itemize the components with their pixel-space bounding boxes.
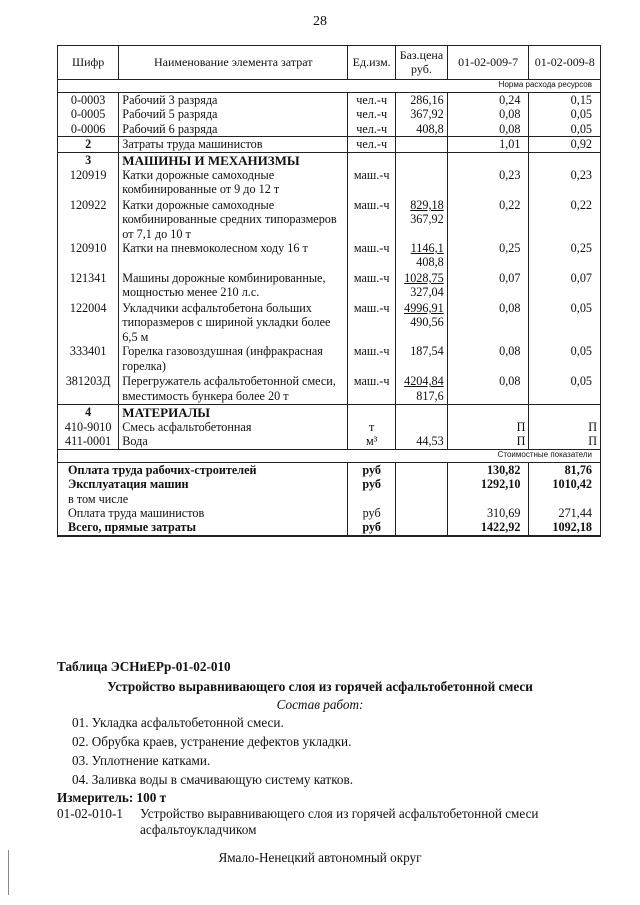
row-unit: маш.-ч: [348, 241, 396, 271]
material-row: [58, 434, 601, 449]
row-unit: м³: [348, 434, 396, 449]
cost-value-2: [529, 492, 601, 506]
row-price: [396, 241, 448, 271]
row-unit: чел.-ч: [348, 122, 396, 137]
row-value-2: 0,15: [529, 93, 601, 108]
cost-label: Всего, прямые затраты: [58, 520, 348, 535]
row-value-1: 0,23: [447, 168, 529, 198]
row-value-1: 0,08: [447, 374, 529, 404]
empty-cell: [396, 152, 448, 168]
section-subheading: Состав работ:: [276, 697, 364, 712]
row-unit: маш.-ч: [348, 301, 396, 344]
row-code: 0-0003: [58, 93, 119, 108]
empty-cell: [447, 404, 529, 420]
work-item: 03. Уплотнение катками.: [72, 753, 211, 768]
section-name: МАТЕРИАЛЫ: [119, 404, 348, 420]
row-value-2: 0,05: [529, 374, 601, 404]
row-name: Затраты труда машинистов: [119, 137, 348, 152]
row-value-1: 0,25: [447, 241, 529, 271]
section-heading: Устройство выравнивающего слоя из горячей асфальтобетонной смеси: [107, 679, 533, 694]
machinist-row: [58, 137, 601, 152]
machine-row: [58, 344, 601, 374]
row-value-1: 0,08: [447, 122, 529, 137]
row-code: 122004: [58, 301, 119, 344]
empty-cell: [396, 520, 448, 535]
item-code: 01-02-010-1: [57, 806, 123, 821]
row-price: [396, 374, 448, 404]
row-value-2: 0,07: [529, 271, 601, 301]
cost-value-1: 310,69: [447, 506, 529, 520]
cost-value-1: 1422,92: [447, 520, 529, 535]
row-name: Смесь асфальтобетонная: [119, 420, 348, 434]
row-code: 381203Д: [58, 374, 119, 404]
footer: Ямало-Ненецкий автономный округ: [218, 850, 422, 865]
cost-caption: Стоимостные показатели: [58, 449, 601, 462]
row-price: 187,54: [396, 344, 448, 374]
row-unit: маш.-ч: [348, 198, 396, 241]
section-code: 3: [58, 152, 119, 168]
empty-cell: [396, 506, 448, 520]
material-row: [58, 420, 601, 434]
row-value-1: 0,08: [447, 107, 529, 121]
work-item: 04. Заливка воды в смачивающую систему катков.: [72, 772, 354, 787]
page-number: 28: [313, 14, 327, 29]
header-price: Баз.цена руб.: [396, 46, 448, 80]
machine-row: [58, 168, 601, 198]
row-code: 120910: [58, 241, 119, 271]
header-col2: 01-02-009-8: [529, 46, 601, 80]
meter-label: Измеритель: 100 т: [57, 790, 167, 805]
row-value-2: 0,05: [529, 301, 601, 344]
price-current: 1028,75: [404, 271, 444, 286]
resource-table: [57, 45, 601, 537]
row-code: 121341: [58, 271, 119, 301]
section-code: 4: [58, 404, 119, 420]
row-price: [396, 271, 448, 301]
empty-cell: [447, 152, 529, 168]
cost-row: [58, 492, 601, 506]
row-code: 410-9010: [58, 420, 119, 434]
row-unit: чел.-ч: [348, 107, 396, 121]
empty-cell: [348, 152, 396, 168]
machines-header-row: [58, 152, 601, 168]
materials-header-row: [58, 404, 601, 420]
row-code: 0-0006: [58, 122, 119, 137]
cost-label: Эксплуатация машин: [58, 477, 348, 491]
row-name: Горелка газовоздушная (инфракрасная горелка): [119, 344, 348, 374]
cost-row: [58, 462, 601, 477]
row-price: 367,92: [396, 107, 448, 121]
empty-cell: [396, 492, 448, 506]
empty-cell: [529, 152, 601, 168]
price-current: 4996,91: [404, 301, 444, 316]
labor-row: [58, 122, 601, 137]
row-unit: чел.-ч: [348, 93, 396, 108]
row-value-1: 0,07: [447, 271, 529, 301]
row-name: Перегружатель асфальтобетонной смеси, вместимость бункера более 20 т: [119, 374, 348, 404]
header-unit: Ед.изм.: [348, 46, 396, 80]
row-price: 286,16: [396, 93, 448, 108]
section-name: МАШИНЫ И МЕХАНИЗМЫ: [119, 152, 348, 168]
row-code: 0-0005: [58, 107, 119, 121]
row-name: Вода: [119, 434, 348, 449]
price-wage: 367,92: [410, 212, 444, 227]
row-name: Катки дорожные самоходные комбинированные от 9 до 12 т: [119, 168, 348, 198]
row-unit: маш.-ч: [348, 271, 396, 301]
row-value-1: 0,24: [447, 93, 529, 108]
row-unit: чел.-ч: [348, 137, 396, 152]
cost-row: [58, 506, 601, 520]
row-unit: т: [348, 420, 396, 434]
table-header-row: [58, 46, 601, 80]
price-wage: 490,56: [410, 315, 444, 330]
row-value-2: 0,05: [529, 107, 601, 121]
labor-row: [58, 107, 601, 121]
row-value-1: 1,01: [447, 137, 529, 152]
row-code: 120922: [58, 198, 119, 241]
cost-unit: руб: [348, 477, 396, 491]
row-value-2: П: [529, 434, 601, 449]
price-current: 829,18: [410, 197, 444, 212]
cost-label: Оплата труда рабочих-строителей: [58, 462, 348, 477]
row-name: Укладчики асфальтобетона больших типоразмеров с шириной укладки более 6,5 м: [119, 301, 348, 344]
price-current: 4204,84: [404, 374, 444, 389]
empty-cell: [396, 477, 448, 491]
cost-value-1: [447, 492, 529, 506]
price-wage: 817,6: [416, 388, 444, 403]
row-unit: маш.-ч: [348, 344, 396, 374]
labor-row: [58, 93, 601, 108]
machine-row: [58, 271, 601, 301]
row-name: Рабочий 5 разряда: [119, 107, 348, 121]
machine-row: [58, 374, 601, 404]
row-value-2: 0,05: [529, 122, 601, 137]
cost-label: в том числе: [58, 492, 348, 506]
row-price: [396, 168, 448, 198]
machine-row: [58, 198, 601, 241]
cost-unit: руб: [348, 506, 396, 520]
table-title: Таблица ЭСНиЕРр-01-02-010: [57, 659, 231, 674]
row-value-2: 0,92: [529, 137, 601, 152]
machine-row: [58, 241, 601, 271]
cost-label: Оплата труда машинистов: [58, 506, 348, 520]
header-name: Наименование элемента затрат: [119, 46, 348, 80]
row-value-1: 0,08: [447, 344, 529, 374]
cost-unit: руб: [348, 462, 396, 477]
row-value-2: 0,23: [529, 168, 601, 198]
cost-unit: руб: [348, 520, 396, 535]
work-item: 01. Укладка асфальтобетонной смеси.: [72, 715, 284, 730]
cost-value-2: 81,76: [529, 462, 601, 477]
row-value-1: П: [447, 420, 529, 434]
scan-edge-mark: [8, 850, 9, 895]
row-price: [396, 198, 448, 241]
work-item: 02. Обрубка краев, устранение дефектов укладки.: [72, 734, 352, 749]
item-text-line2: асфальтоукладчиком: [140, 822, 257, 837]
price-wage: 408,8: [416, 255, 444, 270]
row-name: Рабочий 6 разряда: [119, 122, 348, 137]
item-text-line1: Устройство выравнивающего слоя из горячей асфальтобетонной смеси: [140, 806, 539, 821]
cost-value-2: 1092,18: [529, 520, 601, 535]
header-col1: 01-02-009-7: [447, 46, 529, 80]
row-value-1: П: [447, 434, 529, 449]
row-price: [396, 420, 448, 434]
row-unit: маш.-ч: [348, 374, 396, 404]
row-value-2: 0,22: [529, 198, 601, 241]
cost-unit: [348, 492, 396, 506]
row-name: Катки на пневмоколесном ходу 16 т: [119, 241, 348, 271]
cost-caption-row: [58, 449, 601, 462]
price-current: 1146,1: [410, 241, 444, 256]
cost-value-2: 1010,42: [529, 477, 601, 491]
row-name: Машины дорожные комбинированные, мощностью менее 210 л.с.: [119, 271, 348, 301]
row-code: 333401: [58, 344, 119, 374]
row-code: 120919: [58, 168, 119, 198]
cost-value-1: 130,82: [447, 462, 529, 477]
row-value-1: 0,22: [447, 198, 529, 241]
row-unit: маш.-ч: [348, 168, 396, 198]
machine-row: [58, 301, 601, 344]
row-name: Рабочий 3 разряда: [119, 93, 348, 108]
row-value-2: П: [529, 420, 601, 434]
row-price: [396, 137, 448, 152]
cost-row: [58, 520, 601, 535]
empty-cell: [396, 404, 448, 420]
header-code: Шифр: [58, 46, 119, 80]
row-price: 44,53: [396, 434, 448, 449]
cost-value-1: 1292,10: [447, 477, 529, 491]
cost-row: [58, 477, 601, 491]
norm-caption: Норма расхода ресурсов: [58, 80, 601, 93]
row-value-1: 0,08: [447, 301, 529, 344]
row-price: [396, 301, 448, 344]
row-value-2: 0,05: [529, 344, 601, 374]
row-price: 408,8: [396, 122, 448, 137]
empty-cell: [529, 404, 601, 420]
empty-cell: [396, 462, 448, 477]
row-code: 411-0001: [58, 434, 119, 449]
empty-cell: [348, 404, 396, 420]
price-wage: 327,04: [410, 285, 444, 300]
cost-value-2: 271,44: [529, 506, 601, 520]
row-code: 2: [58, 137, 119, 152]
row-value-2: 0,25: [529, 241, 601, 271]
row-name: Катки дорожные самоходные комбинированные средних типоразмеров от 7,1 до 10 т: [119, 198, 348, 241]
